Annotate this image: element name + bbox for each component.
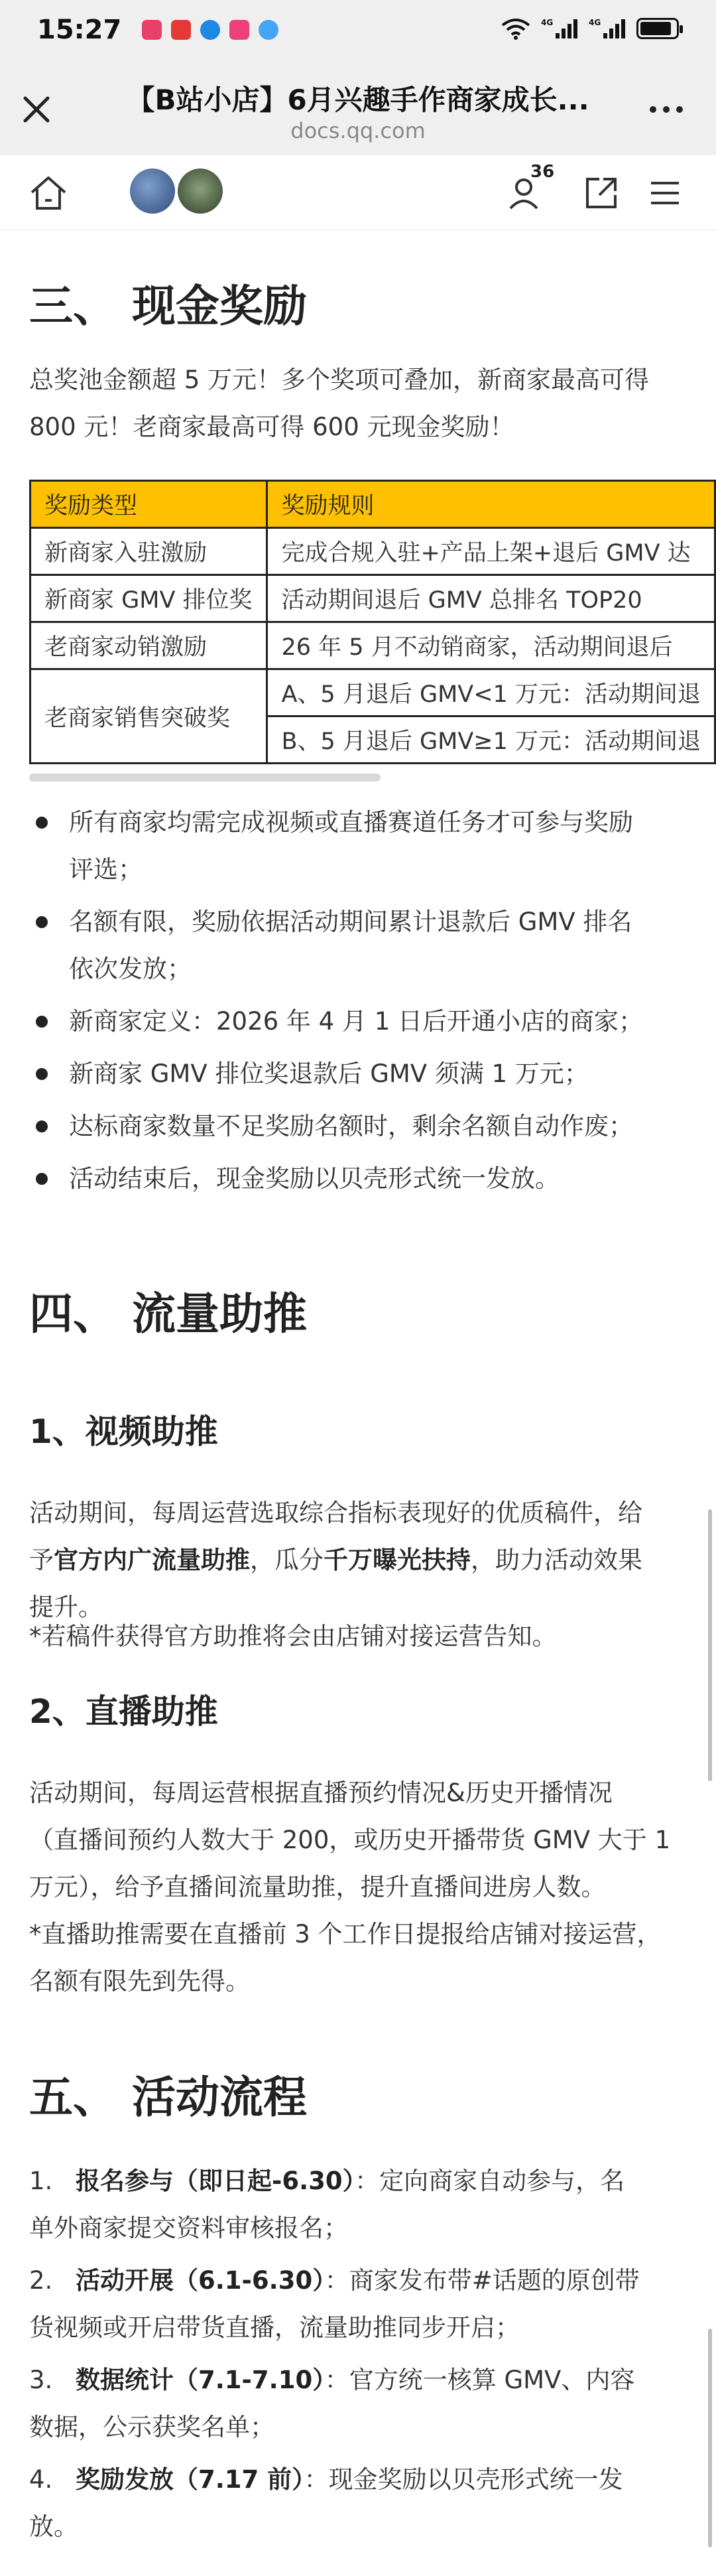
bullet-line: 新商家 GMV 排位奖退款后 GMV 须满 1 万元； <box>69 1059 589 1088</box>
table-cell: 完成合规入驻+产品上架+退后 GMV 达 <box>267 528 715 575</box>
doc-toolbar <box>0 155 716 230</box>
app-icon-red <box>142 20 162 40</box>
step-text-cont: 单外商家提交资料审核报名； <box>29 2214 348 2242</box>
table-cell: 26 年 5 月不动销商家，活动期间退后 <box>267 622 715 669</box>
step-title: 奖励发放（7.17 前） <box>76 2465 304 2494</box>
video-boost-note: *若稿件获得官方助推将会由店铺对接运营告知。 <box>29 1622 557 1651</box>
table-cell: B、5 月退后 GMV≥1 万元：活动期间退 <box>267 716 715 764</box>
share-icon[interactable] <box>579 171 623 215</box>
list-item <box>29 1155 692 1202</box>
list-item <box>29 1103 692 1150</box>
paragraph-line: 活动期间，每周运营根据直播预约情况&历史开播情况 <box>29 1779 613 1807</box>
step-number: 2. <box>29 2266 53 2295</box>
signal-label-right: 4G <box>589 18 601 27</box>
bullet-line: 依次发放； <box>69 955 192 983</box>
paragraph-line: 万元），给予直播间流量助推，提升直播间进房人数。 <box>29 1873 606 1901</box>
paragraph-line: 予官方内广流量助推，瓜分千万曝光扶持，助力活动效果 <box>29 1546 642 1574</box>
battery-icon <box>636 18 679 39</box>
page-title: 【B站小店】6月兴趣手作商家成长... <box>127 84 589 116</box>
collaborator-avatar-1[interactable] <box>130 169 175 214</box>
signal-icon-2 <box>589 17 626 40</box>
list-item <box>29 2257 692 2351</box>
list-item <box>29 2456 692 2550</box>
step-text: ：现金奖励以贝壳形式统一发 <box>304 2465 623 2494</box>
app-icon-blue-2 <box>259 20 278 40</box>
paragraph-line: 名额有限先到先得。 <box>29 1967 250 1996</box>
title-bar <box>0 66 716 155</box>
step-number: 4. <box>29 2465 53 2494</box>
status-bar <box>0 0 716 66</box>
app-icon-red-3 <box>229 20 249 40</box>
live-boost-note <box>29 1911 689 2005</box>
section4-heading: 四、 流量助推 <box>29 1288 307 1339</box>
collaborator-count: 36 <box>530 162 555 182</box>
step-text-cont: 数据，公示获奖名单； <box>29 2413 274 2441</box>
status-right <box>501 17 679 40</box>
step-title: 活动开展（6.1-6.30） <box>76 2266 325 2295</box>
status-app-icons <box>142 20 278 40</box>
bullet-line: 达标商家数量不足奖励名额时，剩余名额自动作废； <box>69 1112 633 1140</box>
page-scrollbar-lower[interactable] <box>708 2329 712 2547</box>
close-icon[interactable] <box>13 86 60 133</box>
step-number: 3. <box>29 2366 53 2394</box>
table-cell: 老商家销售突破奖 <box>30 669 267 764</box>
section3-intro <box>29 356 689 450</box>
table-cell: 活动期间退后 GMV 总排名 TOP20 <box>267 575 715 622</box>
bullet-line: 评选； <box>69 855 143 884</box>
table-row <box>30 528 715 575</box>
table-row <box>30 575 715 622</box>
bullet-line: 新商家定义：2026 年 4 月 1 日后开通小店的商家； <box>69 1007 644 1036</box>
section3-bullets <box>29 799 692 1207</box>
bullet-line: 活动结束后，现金奖励以贝壳形式统一发放。 <box>69 1164 560 1193</box>
table-row <box>30 669 715 716</box>
table-header-row <box>30 481 715 528</box>
more-icon[interactable] <box>643 93 689 126</box>
wifi-icon <box>501 17 530 40</box>
table-cell: 老商家动销激励 <box>30 622 267 669</box>
table-header-type: 奖励类型 <box>30 481 267 528</box>
step-number: 1. <box>29 2167 53 2195</box>
list-item <box>29 998 692 1045</box>
step-text-cont: 放。 <box>29 2512 78 2541</box>
menu-icon[interactable] <box>643 171 687 215</box>
home-icon[interactable] <box>27 171 70 215</box>
bold-exposure-support: 千万曝光扶持 <box>324 1546 471 1574</box>
table-cell: 新商家 GMV 排位奖 <box>30 575 267 622</box>
app-icon-blue <box>200 20 220 40</box>
step-title: 报名参与（即日起-6.30） <box>76 2167 355 2195</box>
table-row <box>30 622 715 669</box>
reward-table <box>29 480 716 764</box>
intro-line: 800 元！老商家最高可得 600 元现金奖励！ <box>29 413 514 441</box>
step-title: 数据统计（7.1-7.10） <box>76 2366 325 2394</box>
signal-label-left: 4G <box>541 18 554 27</box>
table-header-rule: 奖励规则 <box>267 481 715 528</box>
paragraph-line: 活动期间，每周运营选取综合指标表现好的优质稿件，给 <box>29 1499 642 1527</box>
step-text: ：官方统一核算 GMV、内容 <box>324 2366 635 2394</box>
status-time: 15:27 <box>37 15 122 45</box>
signal-icon <box>541 17 578 40</box>
list-item <box>29 799 692 893</box>
table-horizontal-scrollbar[interactable] <box>29 774 381 781</box>
section5-heading: 五、 活动流程 <box>29 2072 307 2123</box>
paragraph-line: 提升。 <box>29 1593 103 1621</box>
step-text-cont: 货视频或开启带货直播，流量助推同步开启； <box>29 2313 520 2342</box>
page-scrollbar[interactable] <box>708 1509 712 1781</box>
document-content <box>0 230 716 2576</box>
paragraph-line: *直播助推需要在直播前 3 个工作日提报给店铺对接运营， <box>29 1920 662 1948</box>
video-boost-text <box>29 1489 689 1631</box>
bold-official-boost: 官方内广流量助推 <box>54 1546 250 1574</box>
page-domain: docs.qq.com <box>290 118 426 143</box>
list-item <box>29 2356 692 2451</box>
list-item <box>29 898 692 992</box>
bullet-line: 名额有限，奖励依据活动期间累计退款后 GMV 排名 <box>69 908 632 936</box>
collaborator-avatar-2[interactable] <box>178 169 223 214</box>
paragraph-line: （直播间预约人数大于 200，或历史开播带货 GMV 大于 1 <box>29 1826 671 1854</box>
list-item <box>29 2157 692 2252</box>
app-icon-red-2 <box>171 20 191 40</box>
bullet-line: 所有商家均需完成视频或直播赛道任务才可参与奖励 <box>69 808 633 837</box>
table-cell: 新商家入驻激励 <box>30 528 267 575</box>
list-item <box>29 1050 692 1097</box>
section3-heading: 三、 现金奖励 <box>29 281 307 332</box>
live-boost-heading: 2、直播助推 <box>29 1692 218 1731</box>
live-boost-text <box>29 1769 689 1911</box>
step-text: ：定向商家自动参与，名 <box>355 2167 625 2195</box>
intro-line: 总奖池金额超 5 万元！多个奖项可叠加，新商家最高可得 <box>29 366 650 394</box>
video-boost-heading: 1、视频助推 <box>29 1412 218 1451</box>
process-steps <box>29 2157 692 2555</box>
step-text: ：商家发布带#话题的原创带 <box>324 2266 640 2295</box>
table-cell: A、5 月退后 GMV<1 万元：活动期间退 <box>267 669 715 716</box>
